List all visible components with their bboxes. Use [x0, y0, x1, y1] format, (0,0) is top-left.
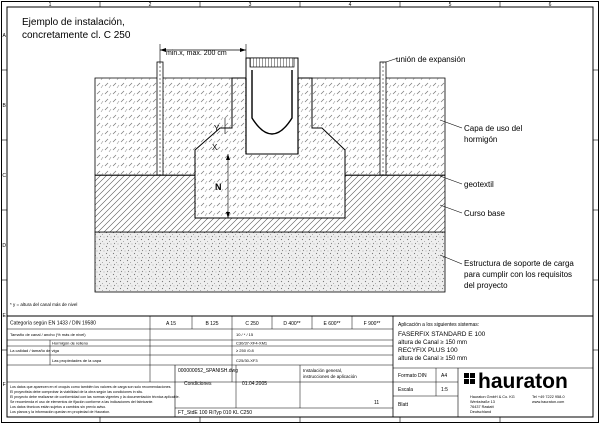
drawing-desc-line2: instrucciones de aplicación: [303, 374, 357, 379]
applies-title: Aplicación a los siguientes sistemas:: [398, 322, 480, 328]
drawing-code: 000000052_SPANISH.dwg: [178, 368, 238, 374]
disclaimer-line5: Los datos técnicos están sujetos a cambios sin previo aviso.: [10, 405, 107, 409]
company-line1: Hauraton GmbH & Co. KG: [470, 395, 515, 399]
row-layer-value: C25/30-XF3: [236, 358, 258, 363]
label-support-line2: para cumplir con los requisitos: [464, 270, 573, 279]
hauraton-logo: [464, 370, 568, 393]
label-support-line3: del proyecto: [464, 281, 508, 290]
sheet-number: 11: [374, 400, 380, 406]
label-concrete-layer-line2: hormigón: [464, 135, 498, 144]
dimension-label: min.x, max. 200 cm: [166, 50, 227, 57]
grid-col-3: 3: [248, 2, 252, 8]
grid-col-5: 5: [448, 2, 452, 8]
label-y: Y: [214, 124, 220, 133]
disclaimer-line6: Los planos y la información quedan en propiedad de Hauraton.: [10, 410, 111, 414]
drainage-channel-body: [246, 58, 298, 154]
label-expansion-joint: unión de expansión: [396, 55, 466, 64]
brand-name: hauraton: [478, 370, 568, 393]
row-fill-value: C30/37-XF4-XM1: [236, 340, 268, 346]
label-n: N: [215, 182, 222, 192]
grid-col-4: 4: [348, 2, 352, 8]
grid-column-markers-bottom: [100, 417, 500, 423]
company-line2: Werkstraße 13: [470, 400, 495, 404]
grid-row-d: D: [2, 243, 7, 249]
class-f900: F 900**: [363, 321, 381, 327]
disclaimer-line3: El proyecto debe realizarse de conformidad con las normas vigentes y la documentación técnica aplicable.: [10, 395, 180, 399]
grid-row-a: A: [2, 33, 6, 39]
channel-grating: [250, 58, 294, 67]
drawing-title-line2: concretamente cl. C 250: [22, 30, 131, 41]
company-phone: Tel +49 7222 958-0: [532, 395, 565, 399]
disclaimer-line1: Los datos que aparecen en el croquis como también los valores de carga son solo recomendaciones.: [10, 385, 172, 389]
row-layer-label: Las propiedades de la capa: [52, 358, 102, 363]
applies-system-2: RECYFIX PLUS 100: [398, 347, 458, 354]
conditions-date: 01.04.2005: [242, 381, 268, 387]
bottom-code: FT_StdE 100 RiTyp 010 KL C250: [178, 410, 253, 416]
grid-col-6: 6: [548, 2, 552, 8]
row-quality-value: ≥ 250 /0.8: [236, 348, 254, 353]
class-e600: E 600**: [323, 321, 341, 327]
company-line4: Deutschland: [470, 410, 492, 414]
class-row-label: Categoría según EN 1433 / DIN 19580: [10, 320, 96, 327]
applies-system-1: FASERFIX STANDARD E 100: [398, 331, 486, 338]
scale-label: Escala: [398, 387, 414, 393]
load-support-layer: [95, 232, 445, 292]
class-b125: B 125: [205, 321, 219, 327]
disclaimer-line2: El proyectista debe comprobar la viabilidad de la obra según las condiciones in situ.: [10, 390, 144, 394]
applies-height-1: altura de Canal ≥ 150 mm: [398, 340, 467, 346]
row-fill-label: Hormigón de relleno: [52, 340, 89, 346]
conditions-label: Condiciones: [184, 381, 212, 387]
company-address: [470, 395, 565, 414]
drawing-title-line1: Ejemplo de instalación,: [22, 17, 125, 28]
label-support-line1: Estructura de soporte de carga: [464, 259, 574, 268]
grid-row-markers-left: [2, 33, 8, 388]
grid-row-b: B: [2, 103, 6, 109]
company-line3: 76437 Rastatt: [470, 405, 494, 409]
row-channel-label: Tamaño de canal / ancho (% más de nivel): [10, 332, 86, 337]
company-web: www.hauraton.com: [532, 400, 565, 404]
label-x: X: [212, 143, 218, 152]
grid-row-markers-right: [593, 70, 599, 350]
grid-col-2: 2: [148, 2, 152, 8]
row-quality-label: La calidad / tamaño de viga: [10, 348, 59, 353]
grid-col-1: 1: [48, 2, 52, 8]
footnote: * y = altura del canal más de nivel: [10, 302, 78, 307]
label-base-course: Curso base: [464, 209, 505, 218]
label-concrete-layer-line1: Capa de uso del: [464, 124, 523, 133]
disclaimer-line4: Se recomienda el uso de elementos de fijación conforme a las indicaciones del fabricante.: [10, 400, 154, 404]
row-channel-value: 10 / * / 15: [236, 332, 254, 337]
sheet-label: Blatt: [398, 402, 409, 408]
scale-value: 1:5: [441, 387, 448, 393]
drawing-desc-line1: Instalación general,: [303, 368, 343, 373]
format-label: Formato DIN: [398, 373, 427, 379]
grid-row-e: E: [2, 313, 6, 319]
class-d400: D 400**: [283, 321, 301, 327]
label-geotextile: geotextil: [464, 180, 494, 189]
class-a15: A 15: [165, 321, 177, 327]
format-value: A4: [441, 373, 448, 379]
class-c250: C 250: [245, 321, 259, 327]
grid-row-c: C: [2, 173, 7, 179]
grid-row-f: F: [2, 382, 6, 388]
applies-height-2: altura de Canal ≥ 150 mm: [398, 356, 467, 362]
